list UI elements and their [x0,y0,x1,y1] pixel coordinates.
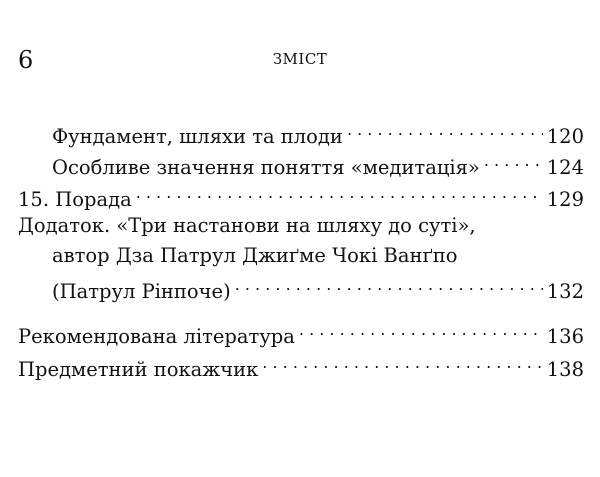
toc-entry-page: 120 [546,125,584,148]
toc-entry-title: Предметний покажчик [18,358,259,381]
toc-entry [52,272,584,305]
toc-entry-page: 138 [546,358,584,381]
dot-leader [136,180,543,206]
page-number: 6 [18,46,34,74]
toc-entry [18,180,584,213]
dot-leader [484,148,543,174]
toc-entry [18,350,584,383]
running-head: ЗМІСТ [272,50,328,68]
toc-entry-title: 15. Порада [18,188,132,211]
toc-entry-title: Рекомендована література [18,325,295,348]
dot-leader [235,272,543,298]
toc-entry-page: 132 [546,280,584,303]
toc-entry-page: 136 [546,325,584,348]
toc-entry [52,117,584,150]
toc-entry-title: Особливе значення поняття «медитація» [52,156,480,179]
toc-entry-title-line: автор Дза Патрул Джиґме Чокі Ванґпо [52,244,458,267]
dot-leader [299,317,543,343]
toc-entry [18,317,584,350]
toc-entry-title: Фундамент, шляхи та плоди [52,125,343,148]
toc-entry-page: 124 [546,156,584,179]
toc-entry [52,148,584,181]
dot-leader [347,117,543,143]
toc-entry-title: (Патрул Рінпоче) [52,280,231,303]
toc-entry-page: 129 [546,188,584,211]
dot-leader [262,350,542,376]
toc-entry-title-line: Додаток. «Три настанови на шляху до суті», [18,214,476,237]
